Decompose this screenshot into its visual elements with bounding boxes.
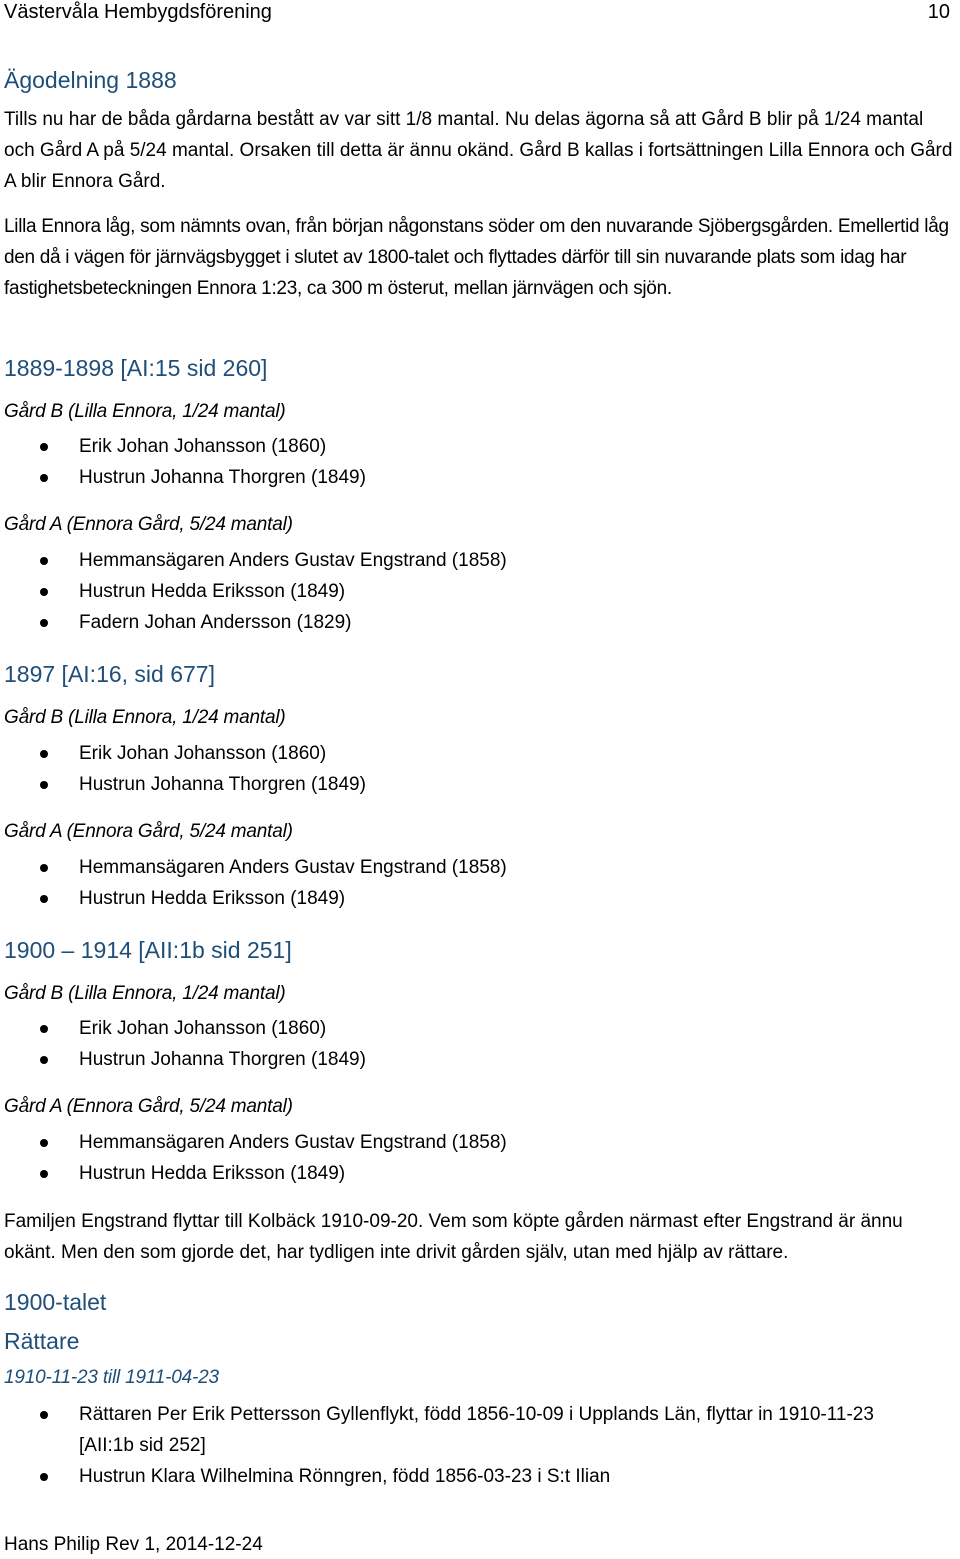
bullet-icon: [40, 1411, 48, 1419]
list-item: Hustrun Hedda Eriksson (1849): [79, 581, 346, 602]
farm-a-title: Gård A (Ennora Gård, 5/24 mantal): [4, 1096, 293, 1117]
subheading-rattare: Rättare: [4, 1328, 80, 1354]
date-range: 1910-11-23 till 1911-04-23: [4, 1367, 219, 1388]
bullet-icon: [40, 474, 48, 482]
bullet-icon: [40, 864, 48, 872]
list-item: Hustrun Hedda Eriksson (1849): [79, 888, 346, 909]
bullet-icon: [40, 895, 48, 903]
bullet-icon: [40, 588, 48, 596]
paragraph-location: Lilla Ennora låg, som nämnts ovan, från början någonstans söder om den nuvarande Sjöbergsgården. Emellertid låg den då i vägen för järnvägsbygget i slutet av 1800-talet och flyttades därför till sin nuvarande plats som idag har fastighetsbeteckningen Ennora 1:23, ca 300 m österut, mellan järnvägen och sjön.: [4, 216, 949, 299]
list-item: Erik Johan Johansson (1860): [79, 743, 327, 764]
list-item: Rättaren Per Erik Pettersson Gyllenflykt, född 1856-10-09 i Upplands Län, flyttar in 1910-11-23: [79, 1404, 874, 1425]
farm-a-title: Gård A (Ennora Gård, 5/24 mantal): [4, 821, 293, 842]
list-item: Hustrun Johanna Thorgren (1849): [79, 774, 366, 795]
farm-a-title: Gård A (Ennora Gård, 5/24 mantal): [4, 514, 293, 535]
paragraph-engstrand-moves: Familjen Engstrand flyttar till Kolbäck 1910-09-20. Vem som köpte gården närmast efter Engstrand är ännu okänt. Men den som gjorde det, har tydligen inte drivit gården själv, utan med hjälp av rättare.: [4, 1211, 903, 1263]
bullet-icon: [40, 750, 48, 758]
period-heading-1900: 1900 – 1914 [AII:1b sid 251]: [4, 937, 292, 963]
list-item: Hustrun Hedda Eriksson (1849): [79, 1163, 346, 1184]
farm-b-title: Gård B (Lilla Ennora, 1/24 mantal): [4, 983, 286, 1004]
page-number: 10: [927, 1, 950, 23]
bullet-icon: [40, 1056, 48, 1064]
farm-b-title: Gård B (Lilla Ennora, 1/24 mantal): [4, 401, 286, 422]
bullet-icon: [40, 557, 48, 565]
bullet-icon: [40, 1170, 48, 1178]
bullet-icon: [40, 1139, 48, 1147]
bullet-icon: [40, 781, 48, 789]
list-item: Hemmansägaren Anders Gustav Engstrand (1858): [79, 857, 507, 878]
bullet-icon: [40, 1473, 48, 1481]
period-heading-1889: 1889-1898 [AI:15 sid 260]: [4, 355, 268, 381]
list-item: Erik Johan Johansson (1860): [79, 436, 327, 457]
bullet-icon: [40, 1025, 48, 1033]
section-heading-1900-talet: 1900-talet: [4, 1289, 107, 1315]
list-item: Hustrun Klara Wilhelmina Rönngren, född 1856-03-23 i S:t Ilian: [79, 1466, 611, 1487]
section-heading-1888: Ägodelning 1888: [4, 67, 177, 93]
header-title: Västervåla Hembygdsförening: [4, 1, 272, 23]
footer-revision: Hans Philip Rev 1, 2014-12-24: [4, 1534, 263, 1555]
list-item-continuation: [AII:1b sid 252]: [79, 1435, 206, 1456]
farm-b-title: Gård B (Lilla Ennora, 1/24 mantal): [4, 707, 286, 728]
period-heading-1897: 1897 [AI:16, sid 677]: [4, 661, 215, 687]
list-item: Hustrun Johanna Thorgren (1849): [79, 1049, 366, 1070]
list-item: Hustrun Johanna Thorgren (1849): [79, 467, 366, 488]
list-item: Hemmansägaren Anders Gustav Engstrand (1858): [79, 1132, 507, 1153]
list-item: Hemmansägaren Anders Gustav Engstrand (1858): [79, 550, 507, 571]
list-item: Fadern Johan Andersson (1829): [79, 612, 352, 633]
bullet-icon: [40, 619, 48, 627]
bullet-icon: [40, 443, 48, 451]
list-item: Erik Johan Johansson (1860): [79, 1018, 327, 1039]
paragraph-ownership: Tills nu har de båda gårdarna bestått av var sitt 1/8 mantal. Nu delas ägorna så att Gård B blir på 1/24 mantal och Gård A på 5/24 mantal. Orsaken till detta är ännu okänd. Gård B kallas i fortsättningen Lilla Ennora och Gård A blir Ennora Gård.: [4, 109, 953, 192]
